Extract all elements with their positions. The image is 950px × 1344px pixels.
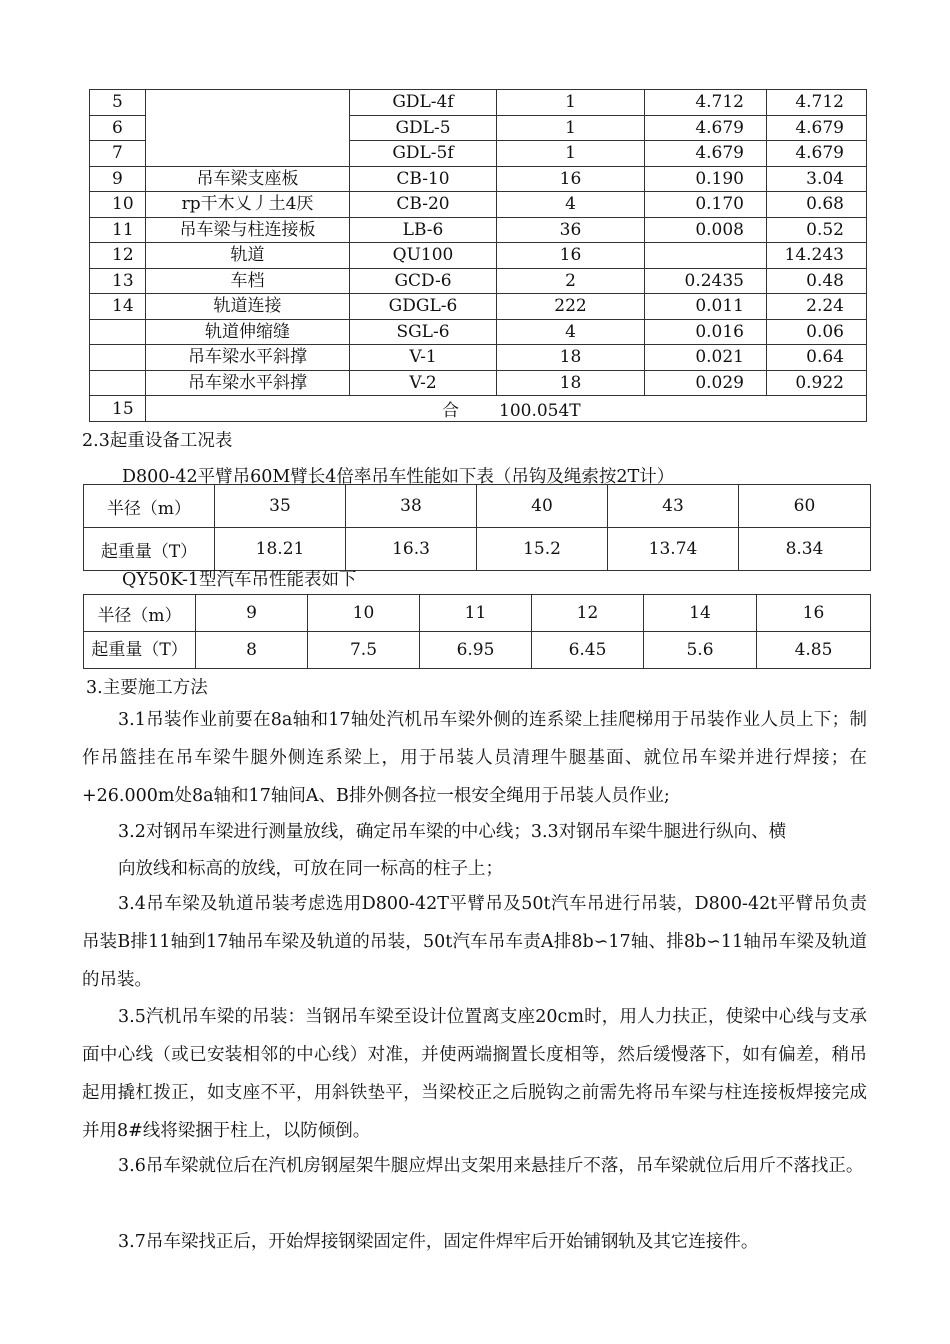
cell-code: GCD-6 (350, 268, 497, 294)
table-row (90, 268, 867, 294)
table-row (90, 166, 867, 192)
cell-code: GDL-4f (350, 90, 497, 116)
cell-unit: 0.2435 (645, 268, 767, 294)
table-row (90, 243, 867, 269)
material-table (89, 89, 867, 422)
table-row (90, 90, 867, 116)
crane2-radius-row (84, 595, 871, 632)
cell: 11 (420, 595, 532, 632)
cell-unit (645, 243, 767, 269)
cell-code: CB-20 (350, 192, 497, 218)
cell-name: 轨道伸缩缝 (146, 319, 350, 345)
cell-code: GDL-5 (350, 115, 497, 141)
cell-no: 11 (90, 217, 146, 243)
cell-qty: 18 (497, 345, 645, 371)
cell-qty: 222 (497, 294, 645, 320)
cell-total: 0.52 (767, 217, 867, 243)
table-total-row (90, 396, 867, 422)
cell: 6.45 (532, 632, 644, 669)
cell-no: 13 (90, 268, 146, 294)
cell: 12 (532, 595, 644, 632)
cell-unit: 4.679 (645, 115, 767, 141)
cell: 43 (608, 485, 739, 528)
paragraph-3-2-line1: 3.2对钢吊车梁进行测量放线，确定吊车梁的中心线；3.3对钢吊车梁牛腿进行纵向、横 (118, 822, 787, 842)
crane2-caption: QY50K-1型汽车吊性能表如下 (122, 570, 357, 590)
table-row (90, 217, 867, 243)
cell-total: 4.679 (767, 141, 867, 167)
cell: 4.85 (757, 632, 871, 669)
cell: 10 (308, 595, 420, 632)
paragraph-3-7: 3.7吊车梁找正后，开始焊接钢梁固定件，固定件焊牢后开始铺钢轨及其它连接件。 (118, 1232, 759, 1252)
paragraph-3-4: 3.4吊车梁及轨道吊装考虑选用D800-42T平臂吊及50t汽车吊进行吊装，D800-42t平臂吊负责吊装B排11轴到17轴吊车梁及轨道的吊装，50t汽车吊车责A排8b∽17轴、排8b∽11轴吊车梁及轨道的吊装。 (82, 894, 867, 990)
crane1-radius-label: 半径（m） (84, 485, 215, 528)
cell-unit: 0.021 (645, 345, 767, 371)
cell: 5.6 (644, 632, 757, 669)
cell: 7.5 (308, 632, 420, 669)
cell-unit: 0.029 (645, 370, 767, 396)
table-row (90, 319, 867, 345)
cell-qty: 4 (497, 192, 645, 218)
total-cell (146, 396, 867, 422)
cell: 9 (196, 595, 308, 632)
cell-name: 吊车梁支座板 (146, 166, 350, 192)
cell: 40 (477, 485, 608, 528)
cell-qty: 36 (497, 217, 645, 243)
cell: 14 (644, 595, 757, 632)
crane2-load-row (84, 632, 871, 669)
cell: 8 (196, 632, 308, 669)
cell-no: 15 (90, 396, 146, 422)
cell-no (90, 319, 146, 345)
crane2-performance-table (83, 594, 871, 669)
cell-qty: 2 (497, 268, 645, 294)
cell-qty: 1 (497, 90, 645, 116)
cell-total: 0.48 (767, 268, 867, 294)
paragraph-3-5: 3.5汽机吊车梁的吊装：当钢吊车梁至设计位置离支座20cm时，用人力扶正，使梁中心线与支承面中心线（或已安装相邻的中心线）对准，并使两端搁置长度相等，然后缓慢落下，如有偏差，稍吊起用撬杠拨正，如支座不平，用斜铁垫平，当梁校正之后脱钩之前需先将吊车梁与柱连接板焊接完成并用8#线将梁捆于柱上，以防倾倒。 (82, 1007, 867, 1141)
cell-code: CB-10 (350, 166, 497, 192)
paragraph-3-1: 3.1吊装作业前要在8a轴和17轴处汽机吊车梁外侧的连系梁上挂爬梯用于吊装作业人员上下；制作吊篮挂在吊车梁牛腿外侧连系梁上，用于吊装人员清理牛腿基面、就位吊车梁并进行焊接；在+26.000m处8a轴和17轴间A、B排外侧各拉一根安全绳用于吊装人员作业; (82, 710, 867, 806)
cell-qty: 1 (497, 141, 645, 167)
cell-qty: 1 (497, 115, 645, 141)
cell-total: 0.68 (767, 192, 867, 218)
cell-unit: 0.008 (645, 217, 767, 243)
cell: 6.95 (420, 632, 532, 669)
cell-code: GDGL-6 (350, 294, 497, 320)
cell-no: 7 (90, 141, 146, 167)
cell-name: 轨道 (146, 243, 350, 269)
total-label: 合 (442, 401, 459, 421)
cell-name (146, 90, 350, 167)
cell-no (90, 370, 146, 396)
cell-total: 0.922 (767, 370, 867, 396)
cell: 38 (346, 485, 477, 528)
cell-total: 4.679 (767, 115, 867, 141)
crane2-load-label: 起重量（T） (84, 632, 196, 669)
cell-qty: 18 (497, 370, 645, 396)
cell-unit: 4.679 (645, 141, 767, 167)
crane1-performance-table (83, 484, 871, 571)
cell-total: 3.04 (767, 166, 867, 192)
cell-name: rp干木乂丿土4厌 (146, 192, 350, 218)
cell: 35 (215, 485, 346, 528)
cell-code: V-1 (350, 345, 497, 371)
cell-unit: 0.190 (645, 166, 767, 192)
cell-no: 9 (90, 166, 146, 192)
cell: 13.74 (608, 528, 739, 571)
cell-name: 吊车梁水平斜撑 (146, 370, 350, 396)
cell-no: 6 (90, 115, 146, 141)
cell-no: 10 (90, 192, 146, 218)
cell: 16.3 (346, 528, 477, 571)
cell-name: 车档 (146, 268, 350, 294)
cell-code: V-2 (350, 370, 497, 396)
table-row (90, 345, 867, 371)
cell-unit: 0.016 (645, 319, 767, 345)
cell: 16 (757, 595, 871, 632)
cell-name: 吊车梁水平斜撑 (146, 345, 350, 371)
cell-no: 5 (90, 90, 146, 116)
cell-unit: 0.170 (645, 192, 767, 218)
section-3-heading: 3.主要施工方法 (86, 678, 208, 698)
cell-no (90, 345, 146, 371)
table-row (90, 370, 867, 396)
cell-total: 2.24 (767, 294, 867, 320)
crane1-caption: D800-42平臂吊60M臂长4倍率吊车性能如下表（吊钩及绳索按2T计） (122, 467, 675, 487)
paragraph-3-2-line2: 向放线和标高的放线，可放在同一标高的柱子上； (118, 859, 503, 879)
total-value: 100.054T (499, 401, 581, 421)
table-row (90, 294, 867, 320)
section-2-3-heading: 2.3起重设备工况表 (82, 431, 233, 451)
table-row (90, 192, 867, 218)
cell-total: 14.243 (767, 243, 867, 269)
cell: 8.34 (739, 528, 871, 571)
cell-name: 轨道连接 (146, 294, 350, 320)
cell-unit: 4.712 (645, 90, 767, 116)
cell-qty: 16 (497, 243, 645, 269)
cell-code: LB-6 (350, 217, 497, 243)
cell-qty: 4 (497, 319, 645, 345)
cell-no: 12 (90, 243, 146, 269)
cell-code: GDL-5f (350, 141, 497, 167)
cell-no: 14 (90, 294, 146, 320)
cell-code: QU100 (350, 243, 497, 269)
cell-name: 吊车梁与柱连接板 (146, 217, 350, 243)
cell-total: 0.06 (767, 319, 867, 345)
crane1-radius-row (84, 485, 871, 528)
paragraph-3-6: 3.6吊车梁就位后在汽机房钢屋架牛腿应焊出支架用来悬挂斤不落，吊车梁就位后用斤不落找正。 (118, 1156, 864, 1176)
cell: 18.21 (215, 528, 346, 571)
crane1-load-row (84, 528, 871, 571)
cell-unit: 0.011 (645, 294, 767, 320)
cell: 15.2 (477, 528, 608, 571)
crane2-radius-label: 半径（m） (84, 595, 196, 632)
crane1-load-label: 起重量（T） (84, 528, 215, 571)
cell: 60 (739, 485, 871, 528)
cell-code: SGL-6 (350, 319, 497, 345)
cell-total: 0.64 (767, 345, 867, 371)
cell-total: 4.712 (767, 90, 867, 116)
cell-qty: 16 (497, 166, 645, 192)
